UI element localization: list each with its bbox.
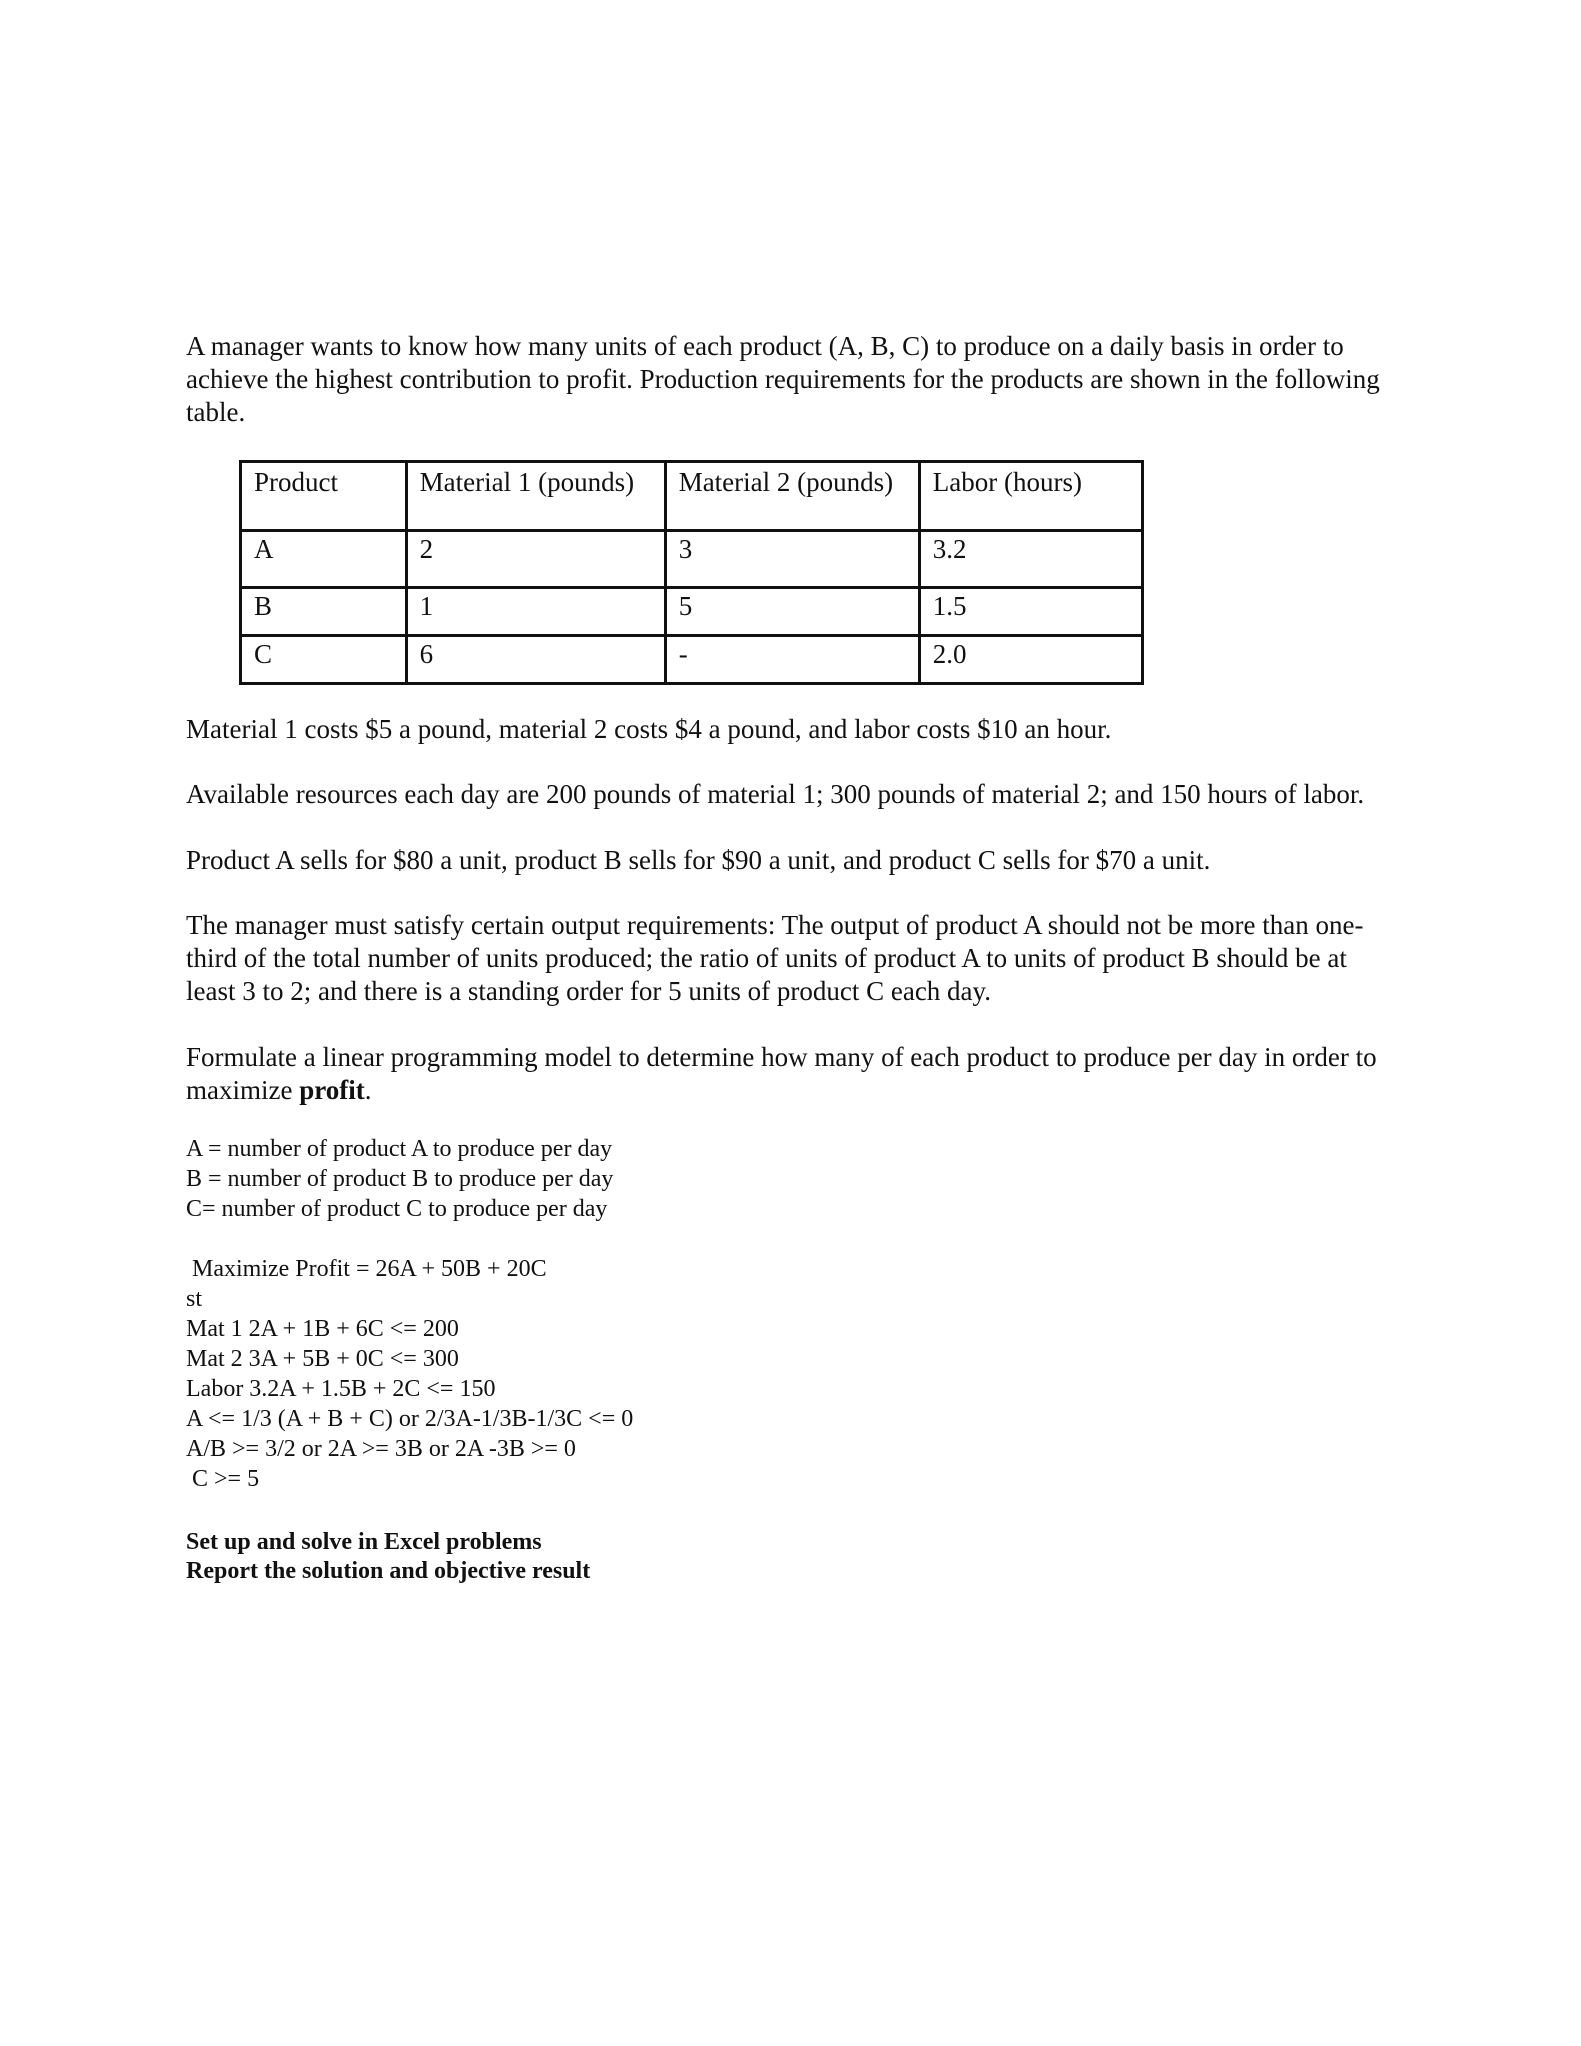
objective-function: Maximize Profit = 26A + 50B + 20C: [192, 1256, 547, 1282]
cell-labor: 3.2: [919, 531, 1142, 588]
resources-paragraph: Available resources each day are 200 pounds of material 1; 300 pounds of material 2; and 150 hours of labor.: [186, 779, 1365, 809]
cell-material-2: 5: [665, 588, 919, 636]
task-line: Report the solution and objective result: [186, 1558, 591, 1584]
definition-line: B = number of product B to produce per day: [186, 1166, 614, 1192]
cell-material-2: 3: [665, 531, 919, 588]
prices-paragraph: Product A sells for $80 a unit, product B sells for $90 a unit, and product C sells for $70 a unit.: [186, 845, 1211, 875]
requirements-paragraph: The manager must satisfy certain output requirements: The output of product A should not be more than one-third of the total number of units produced; the ratio of units of product A to units of product B should be at least 3 to 2; and there is a standing order for 5 units of product C each day.: [186, 910, 1364, 1006]
cell-product: A: [241, 531, 407, 588]
constraint-line: Mat 1 2A + 1B + 6C <= 200: [186, 1316, 459, 1342]
header-material-2: Material 2 (pounds): [665, 462, 919, 531]
constraint-line: Labor 3.2A + 1.5B + 2C <= 150: [186, 1376, 496, 1402]
definition-line: A = number of product A to produce per day: [186, 1136, 613, 1162]
header-labor: Labor (hours): [919, 462, 1142, 531]
formulate-emphasis: profit: [299, 1075, 365, 1105]
lp-model: [186, 1254, 633, 1494]
cell-material-1: 1: [406, 588, 665, 636]
cell-labor: 2.0: [919, 636, 1142, 684]
cell-material-1: 2: [406, 531, 665, 588]
definition-line: C= number of product C to produce per day: [186, 1196, 608, 1222]
header-product: Product: [241, 462, 407, 531]
cell-material-2: -: [665, 636, 919, 684]
table-header-row: [241, 462, 1143, 531]
cell-material-1: 6: [406, 636, 665, 684]
table-row: [241, 636, 1143, 684]
table-row: [241, 531, 1143, 588]
subject-to-label: st: [186, 1286, 203, 1312]
formulate-text: Formulate a linear programming model to determine how many of each product to produce per day in order to maximize: [186, 1042, 1377, 1105]
task-line: Set up and solve in Excel problems: [186, 1529, 542, 1555]
formulate-paragraph: [186, 1041, 1396, 1107]
production-requirements-table: [239, 460, 1144, 685]
constraint-line: Mat 2 3A + 5B + 0C <= 300: [186, 1346, 459, 1372]
task-instructions: [186, 1528, 590, 1586]
table-row: [241, 588, 1143, 636]
cell-labor: 1.5: [919, 588, 1142, 636]
constraint-line: A <= 1/3 (A + B + C) or 2/3A-1/3B-1/3C <= 0: [186, 1406, 634, 1432]
variable-definitions: [186, 1134, 613, 1224]
costs-paragraph: Material 1 costs $5 a pound, material 2 costs $4 a pound, and labor costs $10 an hour.: [186, 714, 1112, 744]
constraint-line: A/B >= 3/2 or 2A >= 3B or 2A -3B >= 0: [186, 1436, 576, 1462]
intro-paragraph: A manager wants to know how many units of each product (A, B, C) to produce on a daily basis in order to achieve the highest contribution to profit. Production requirements for the products are shown in the following table.: [186, 331, 1380, 427]
constraint-line: C >= 5: [192, 1466, 260, 1492]
header-material-1: Material 1 (pounds): [406, 462, 665, 531]
formulate-end: .: [364, 1075, 372, 1105]
cell-product: C: [241, 636, 407, 684]
cell-product: B: [241, 588, 407, 636]
